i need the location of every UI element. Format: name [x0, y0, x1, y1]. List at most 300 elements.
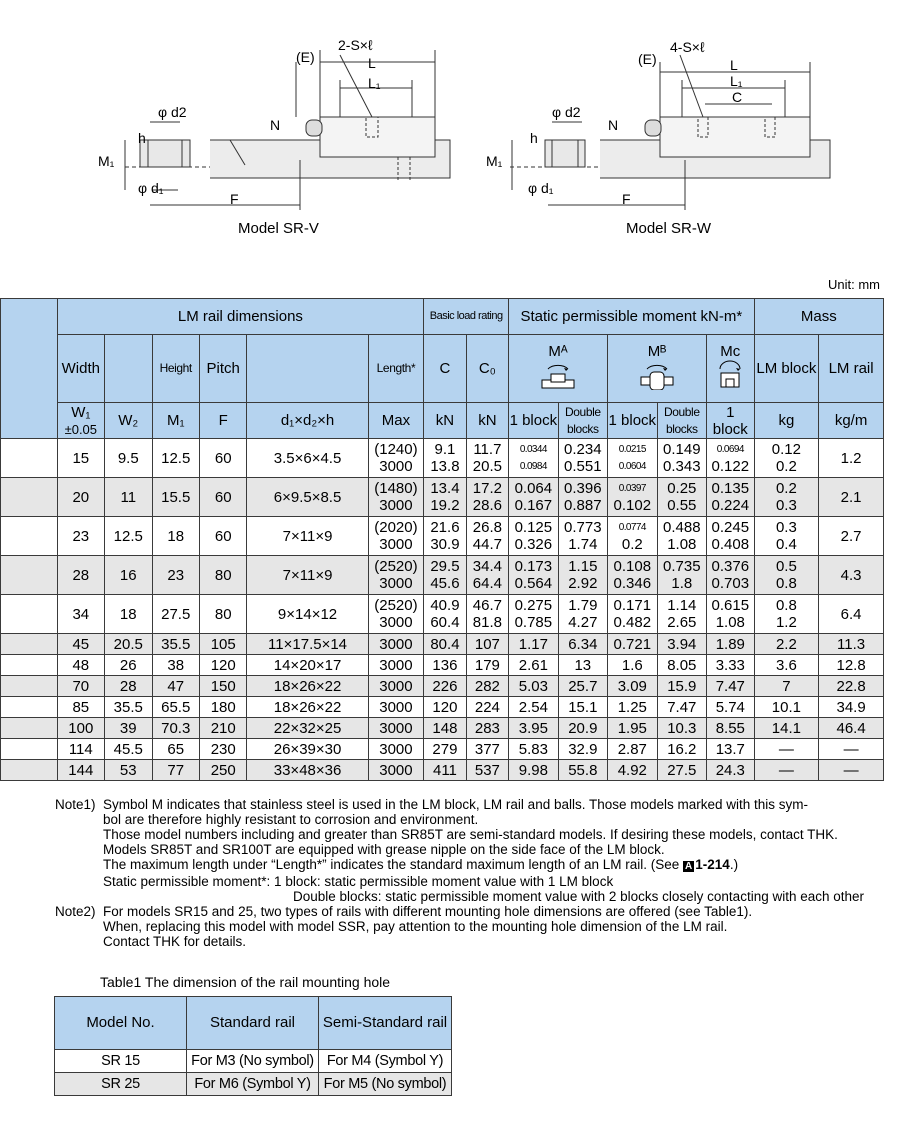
header-w2-blank	[105, 335, 152, 403]
mb-moment-icon	[637, 360, 677, 390]
cell-w2: 45.5	[105, 739, 152, 760]
sr-v-l1-label: L₁	[368, 75, 381, 91]
cell-c: 80.4	[424, 634, 466, 655]
cell-mc: 24.3	[707, 760, 755, 781]
header-m1: M₁	[152, 403, 199, 439]
table1-cell: For M6 (Symbol Y)	[187, 1073, 319, 1096]
cell-c	[424, 517, 466, 556]
header-f: F	[199, 403, 246, 439]
header-c0: C₀	[466, 335, 508, 403]
cell-d: 7×11×9	[247, 517, 368, 556]
cell-value: 0.0604	[618, 461, 646, 472]
header-width: Width	[57, 335, 104, 403]
cell-blk	[754, 517, 819, 556]
cell-value: 0.108	[613, 558, 652, 575]
cell-w1: 23	[57, 517, 104, 556]
spec-table-body	[1, 439, 884, 781]
cell-value: 11.7	[473, 441, 502, 458]
cell-mc	[707, 517, 755, 556]
cell-rail: —	[819, 760, 884, 781]
table-row	[1, 634, 884, 655]
note2-line: Contact THK for details.	[103, 934, 247, 949]
table1-cell: SR 25	[55, 1073, 187, 1096]
cell-rail: 2.7	[819, 517, 884, 556]
cell-len	[368, 556, 424, 595]
row-blank-cell	[1, 655, 58, 676]
cell-mc	[707, 595, 755, 634]
cell-ma1	[509, 517, 558, 556]
cell-f: 250	[199, 760, 246, 781]
cell-f: 230	[199, 739, 246, 760]
cell-value: 0.0397	[618, 483, 646, 494]
cell-rail: 34.9	[819, 697, 884, 718]
row-blank-cell	[1, 676, 58, 697]
mc-moment-icon	[716, 360, 744, 390]
sr-w-l1-label: L₁	[730, 73, 743, 89]
row-blank-cell	[1, 760, 58, 781]
row-blank-cell	[1, 595, 58, 634]
cell-ma1: 9.98	[509, 760, 558, 781]
cell-ma2	[558, 595, 607, 634]
sr-v-hole-label: 2-S×ℓ	[338, 37, 373, 53]
cell-value: 26.8	[472, 519, 502, 536]
cell-c0	[466, 517, 508, 556]
cell-value: 44.7	[472, 536, 502, 553]
cell-blk: 14.1	[754, 718, 819, 739]
cell-value: 3000	[379, 458, 413, 475]
sr-v-n-label: N	[270, 117, 281, 133]
note2-line: When, replacing this model with model SSR, pay attention to the mounting hole dimension of the LM rail.	[103, 919, 728, 934]
table-row	[1, 739, 884, 760]
cell-d: 18×26×22	[247, 676, 368, 697]
cell-c0: 282	[466, 676, 508, 697]
cell-value: 0.2	[775, 480, 797, 497]
header-kgm: kg/m	[819, 403, 884, 439]
cell-value: 1.8	[671, 575, 693, 592]
cell-c: 136	[424, 655, 466, 676]
cell-c: 411	[424, 760, 466, 781]
cell-value: 60.4	[430, 614, 460, 631]
header-length: Length*	[368, 335, 424, 403]
cell-mb1: 4.92	[608, 760, 657, 781]
header-one-block-b: 1 block	[608, 403, 657, 439]
cell-value: 0.125	[514, 519, 553, 536]
cell-value: 0.773	[564, 519, 602, 536]
cell-mb2	[657, 556, 706, 595]
w1-label: W₁	[71, 403, 91, 421]
cell-c: 226	[424, 676, 466, 697]
cell-value: 0.326	[514, 536, 553, 553]
header-mass: Mass	[754, 299, 883, 335]
cell-ma2: 55.8	[558, 760, 607, 781]
note2-line: For models SR15 and 25, two types of rails with different mounting hole dimensions are offered (see Table1).	[103, 904, 753, 919]
cell-ma2: 13	[558, 655, 607, 676]
cell-value: 0.102	[613, 497, 652, 514]
ref-badge: A	[685, 861, 693, 872]
header-blank	[1, 299, 58, 439]
cell-mb1: 1.6	[608, 655, 657, 676]
cell-mb2: 8.05	[657, 655, 706, 676]
cell-f: 120	[199, 655, 246, 676]
cell-value: 0.396	[564, 480, 602, 497]
header-kn1: kN	[424, 403, 466, 439]
cell-c0: 377	[466, 739, 508, 760]
cell-w2: 9.5	[105, 439, 152, 478]
cell-c0: 224	[466, 697, 508, 718]
cell-value: 9.1	[434, 441, 456, 458]
cell-w2: 20.5	[105, 634, 152, 655]
cell-w2: 26	[105, 655, 152, 676]
cell-value: 0.8	[775, 575, 797, 592]
cell-w2: 28	[105, 676, 152, 697]
cell-ma1: 5.83	[509, 739, 558, 760]
cell-f: 60	[199, 517, 246, 556]
cell-value: 1.79	[568, 597, 598, 614]
table-row	[1, 676, 884, 697]
table1-row	[55, 1050, 452, 1073]
cell-f: 180	[199, 697, 246, 718]
header-d-blank	[247, 335, 368, 403]
cell-ma2	[558, 517, 607, 556]
cell-w1: 15	[57, 439, 104, 478]
model-diagrams	[0, 0, 900, 250]
cell-value: 3000	[379, 614, 413, 631]
cell-rail: —	[819, 739, 884, 760]
note1	[55, 797, 885, 904]
cell-mc: 3.33	[707, 655, 755, 676]
cell-mc: 13.7	[707, 739, 755, 760]
cell-c0	[466, 439, 508, 478]
cell-c: 148	[424, 718, 466, 739]
cell-d: 26×39×30	[247, 739, 368, 760]
cell-blk	[754, 439, 819, 478]
cell-ma2: 32.9	[558, 739, 607, 760]
cell-len: 3000	[368, 739, 424, 760]
cell-value: 0.2	[621, 536, 643, 553]
cell-value: 0.482	[613, 614, 652, 631]
cell-ma1	[509, 478, 558, 517]
table-row	[1, 556, 884, 595]
table-row	[1, 697, 884, 718]
cell-c0	[466, 556, 508, 595]
cell-m1: 18	[152, 517, 199, 556]
cell-w1: 34	[57, 595, 104, 634]
row-blank-cell	[1, 517, 58, 556]
cell-len: 3000	[368, 760, 424, 781]
row-blank-cell	[1, 478, 58, 517]
table1-cell: SR 15	[55, 1050, 187, 1073]
cell-c	[424, 556, 466, 595]
cell-len	[368, 517, 424, 556]
cell-ma1: 5.03	[509, 676, 558, 697]
cell-value: 0.25	[667, 480, 697, 497]
cell-value: 0.12	[771, 441, 801, 458]
cell-rail: 2.1	[819, 478, 884, 517]
cell-f: 150	[199, 676, 246, 697]
cell-c0	[466, 478, 508, 517]
note1-line: Symbol M indicates that stainless steel is used in the LM block, LM rail and balls. Those models marked with this sym-	[103, 797, 809, 812]
cell-ma2: 20.9	[558, 718, 607, 739]
cell-value: 21.6	[430, 519, 460, 536]
cell-value: 0.0694	[716, 444, 744, 455]
header-lm-rail-mass	[819, 335, 884, 403]
cell-d: 9×14×12	[247, 595, 368, 634]
table-row	[1, 760, 884, 781]
cell-mb1	[608, 478, 657, 517]
spec-table-header	[1, 299, 884, 439]
unit-label: Unit: mm	[828, 277, 880, 292]
cell-value: 0.887	[564, 497, 602, 514]
header-c: C	[424, 335, 466, 403]
cell-value: 46.7	[472, 597, 502, 614]
table1	[54, 996, 452, 1096]
cell-len	[368, 478, 424, 517]
cell-value: 28.6	[472, 497, 502, 514]
cell-w1: 100	[57, 718, 104, 739]
sr-w-f-label: F	[622, 191, 631, 207]
cell-value: 0.064	[514, 480, 553, 497]
table-row	[1, 718, 884, 739]
note1-line: Static permissible moment*: 1 block: static permissible moment value with 1 LM block	[103, 874, 614, 889]
header-double-a: Double blocks	[558, 403, 607, 439]
header-mc	[707, 335, 755, 403]
cell-value: 0.55	[667, 497, 697, 514]
sr-w-l-label: L	[730, 57, 738, 73]
cell-value: 0.376	[711, 558, 750, 575]
cell-value: 0.2	[775, 458, 797, 475]
cell-value: 0.0984	[519, 461, 547, 472]
cell-w1: 85	[57, 697, 104, 718]
cell-mc	[707, 478, 755, 517]
cell-m1: 38	[152, 655, 199, 676]
row-blank-cell	[1, 739, 58, 760]
header-static-moment: Static permissible moment kN-m*	[509, 299, 754, 335]
cell-value: 0.5	[775, 558, 797, 575]
cell-w2: 16	[105, 556, 152, 595]
cell-value: 34.4	[472, 558, 502, 575]
cell-rail: 22.8	[819, 676, 884, 697]
cell-blk: —	[754, 739, 819, 760]
cell-ma1: 1.17	[509, 634, 558, 655]
cell-mb2: 15.9	[657, 676, 706, 697]
cell-w2: 11	[105, 478, 152, 517]
cell-d: 14×20×17	[247, 655, 368, 676]
cell-rail: 4.3	[819, 556, 884, 595]
cell-value: 45.6	[430, 575, 460, 592]
sr-w-c-label: C	[732, 89, 743, 105]
cell-f: 210	[199, 718, 246, 739]
cell-d: 33×48×36	[247, 760, 368, 781]
header-lm-rail: LM rail dimensions	[57, 299, 424, 335]
cell-mb1	[608, 595, 657, 634]
sr-v-l-label: L	[368, 55, 376, 71]
cell-blk	[754, 595, 819, 634]
cell-w1: 114	[57, 739, 104, 760]
cell-blk: 7	[754, 676, 819, 697]
cell-blk: 2.2	[754, 634, 819, 655]
cell-c0: 283	[466, 718, 508, 739]
lm-block-label: LM block	[756, 360, 817, 377]
cell-value: 17.2	[472, 480, 502, 497]
cell-m1: 65	[152, 739, 199, 760]
cell-c	[424, 595, 466, 634]
cell-d: 7×11×9	[247, 556, 368, 595]
diagram-sr-v	[125, 50, 450, 210]
sr-w-m1-label: M₁	[486, 153, 503, 169]
header-ma	[509, 335, 608, 403]
cell-m1: 15.5	[152, 478, 199, 517]
cell-c0: 107	[466, 634, 508, 655]
table1-caption: Table1 The dimension of the rail mounting hole	[100, 974, 391, 990]
note2	[55, 904, 885, 949]
cell-value: 0.245	[711, 519, 750, 536]
cell-value: 2.92	[568, 575, 598, 592]
sr-w-h-label: h	[530, 130, 538, 146]
cell-m1: 12.5	[152, 439, 199, 478]
cell-mb2	[657, 517, 706, 556]
sr-v-d1-label: φ d₁	[138, 180, 164, 196]
cell-d: 11×17.5×14	[247, 634, 368, 655]
cell-c: 120	[424, 697, 466, 718]
cell-m1: 35.5	[152, 634, 199, 655]
table-row	[1, 655, 884, 676]
row-blank-cell	[1, 439, 58, 478]
row-blank-cell	[1, 556, 58, 595]
cell-value: 3000	[379, 575, 413, 592]
cell-len: 3000	[368, 676, 424, 697]
cell-mb1: 2.87	[608, 739, 657, 760]
table-row	[1, 595, 884, 634]
sr-w-caption: Model SR-W	[626, 220, 712, 237]
cell-c	[424, 439, 466, 478]
cell-len: 3000	[368, 697, 424, 718]
cell-d: 22×32×25	[247, 718, 368, 739]
cell-c0: 537	[466, 760, 508, 781]
cell-value: 20.5	[472, 458, 502, 475]
diagram-sr-w	[510, 55, 830, 210]
cell-ma2	[558, 556, 607, 595]
cell-ma2: 6.34	[558, 634, 607, 655]
header-max: Max	[368, 403, 424, 439]
cell-len: 3000	[368, 634, 424, 655]
cell-mb1	[608, 439, 657, 478]
cell-m1: 65.5	[152, 697, 199, 718]
note1-label: Note1)	[55, 797, 96, 812]
cell-f: 60	[199, 478, 246, 517]
cell-value: 1.2	[775, 614, 797, 631]
cell-value: 0.224	[711, 497, 750, 514]
table1-cell: For M3 (No symbol)	[187, 1050, 319, 1073]
header-d-combo: d₁×d₂×h	[247, 403, 368, 439]
note1-line-ref	[103, 857, 885, 874]
cell-mb2	[657, 595, 706, 634]
row-blank-cell	[1, 718, 58, 739]
header-double-b: Double blocks	[657, 403, 706, 439]
cell-ma1	[509, 439, 558, 478]
mc-symbol: Mᴄ	[720, 343, 741, 360]
notes	[55, 797, 885, 949]
ma-symbol: Mᴬ	[548, 343, 568, 360]
cell-mb1: 1.95	[608, 718, 657, 739]
cell-blk	[754, 478, 819, 517]
cell-blk: 3.6	[754, 655, 819, 676]
cell-mc: 5.74	[707, 697, 755, 718]
table-row	[1, 517, 884, 556]
cell-value: (1480)	[374, 480, 418, 497]
ma-moment-icon	[538, 360, 578, 390]
cell-value: 0.173	[514, 558, 553, 575]
table1-cell: For M5 (No symbol)	[319, 1073, 452, 1096]
cell-value: 0.234	[564, 441, 602, 458]
cell-value: (2520)	[374, 558, 418, 575]
cell-m1: 27.5	[152, 595, 199, 634]
cell-value: 1.08	[715, 614, 745, 631]
table-row	[1, 439, 884, 478]
cell-w2: 35.5	[105, 697, 152, 718]
cell-value: 0.0774	[618, 522, 646, 533]
cell-m1: 23	[152, 556, 199, 595]
header-w1	[57, 403, 104, 439]
cell-mb2: 3.94	[657, 634, 706, 655]
cell-ma2: 25.7	[558, 676, 607, 697]
sr-w-d2-label: φ d2	[552, 104, 581, 120]
cell-value: 0.564	[514, 575, 553, 592]
cell-rail: 12.8	[819, 655, 884, 676]
cell-mb1: 3.09	[608, 676, 657, 697]
cell-value: 0.0215	[618, 444, 646, 455]
cell-w1: 48	[57, 655, 104, 676]
cell-value: 1.74	[568, 536, 598, 553]
cell-value: 13.8	[430, 458, 460, 475]
cell-w2: 18	[105, 595, 152, 634]
sr-v-e-label: (E)	[296, 49, 315, 65]
cell-rail: 46.4	[819, 718, 884, 739]
cell-value: 29.5	[430, 558, 460, 575]
header-w2: W₂	[105, 403, 152, 439]
cell-len	[368, 595, 424, 634]
note1-line: bol are therefore highly resistant to corrosion and environment.	[103, 812, 479, 827]
row-blank-cell	[1, 697, 58, 718]
cell-rail: 6.4	[819, 595, 884, 634]
cell-m1: 47	[152, 676, 199, 697]
sr-w-n-label: N	[608, 117, 619, 133]
cell-rail: 1.2	[819, 439, 884, 478]
cell-f: 80	[199, 556, 246, 595]
cell-d: 18×26×22	[247, 697, 368, 718]
cell-w1: 20	[57, 478, 104, 517]
row-blank-cell	[1, 634, 58, 655]
cell-value: 0.3	[775, 519, 797, 536]
cell-value: 0.343	[663, 458, 701, 475]
cell-value: 0.4	[775, 536, 797, 553]
cell-rail: 11.3	[819, 634, 884, 655]
cell-value: 0.703	[711, 575, 750, 592]
cell-value: 0.785	[514, 614, 553, 631]
cell-len: 3000	[368, 718, 424, 739]
cell-f: 105	[199, 634, 246, 655]
w1-tolerance: ±0.05	[64, 421, 98, 437]
cell-value: 13.4	[430, 480, 460, 497]
note1-line: Double blocks: static permissible moment value with 2 blocks closely contacting with each other	[293, 889, 865, 904]
cell-c0: 179	[466, 655, 508, 676]
cell-ma1: 2.54	[509, 697, 558, 718]
cell-value: 0.615	[711, 597, 750, 614]
cell-value: 0.346	[613, 575, 652, 592]
table1-header-semi: Semi-Standard rail	[319, 997, 452, 1050]
header-height: Height	[152, 335, 199, 403]
cell-mb1: 1.25	[608, 697, 657, 718]
cell-value: 0.735	[663, 558, 701, 575]
